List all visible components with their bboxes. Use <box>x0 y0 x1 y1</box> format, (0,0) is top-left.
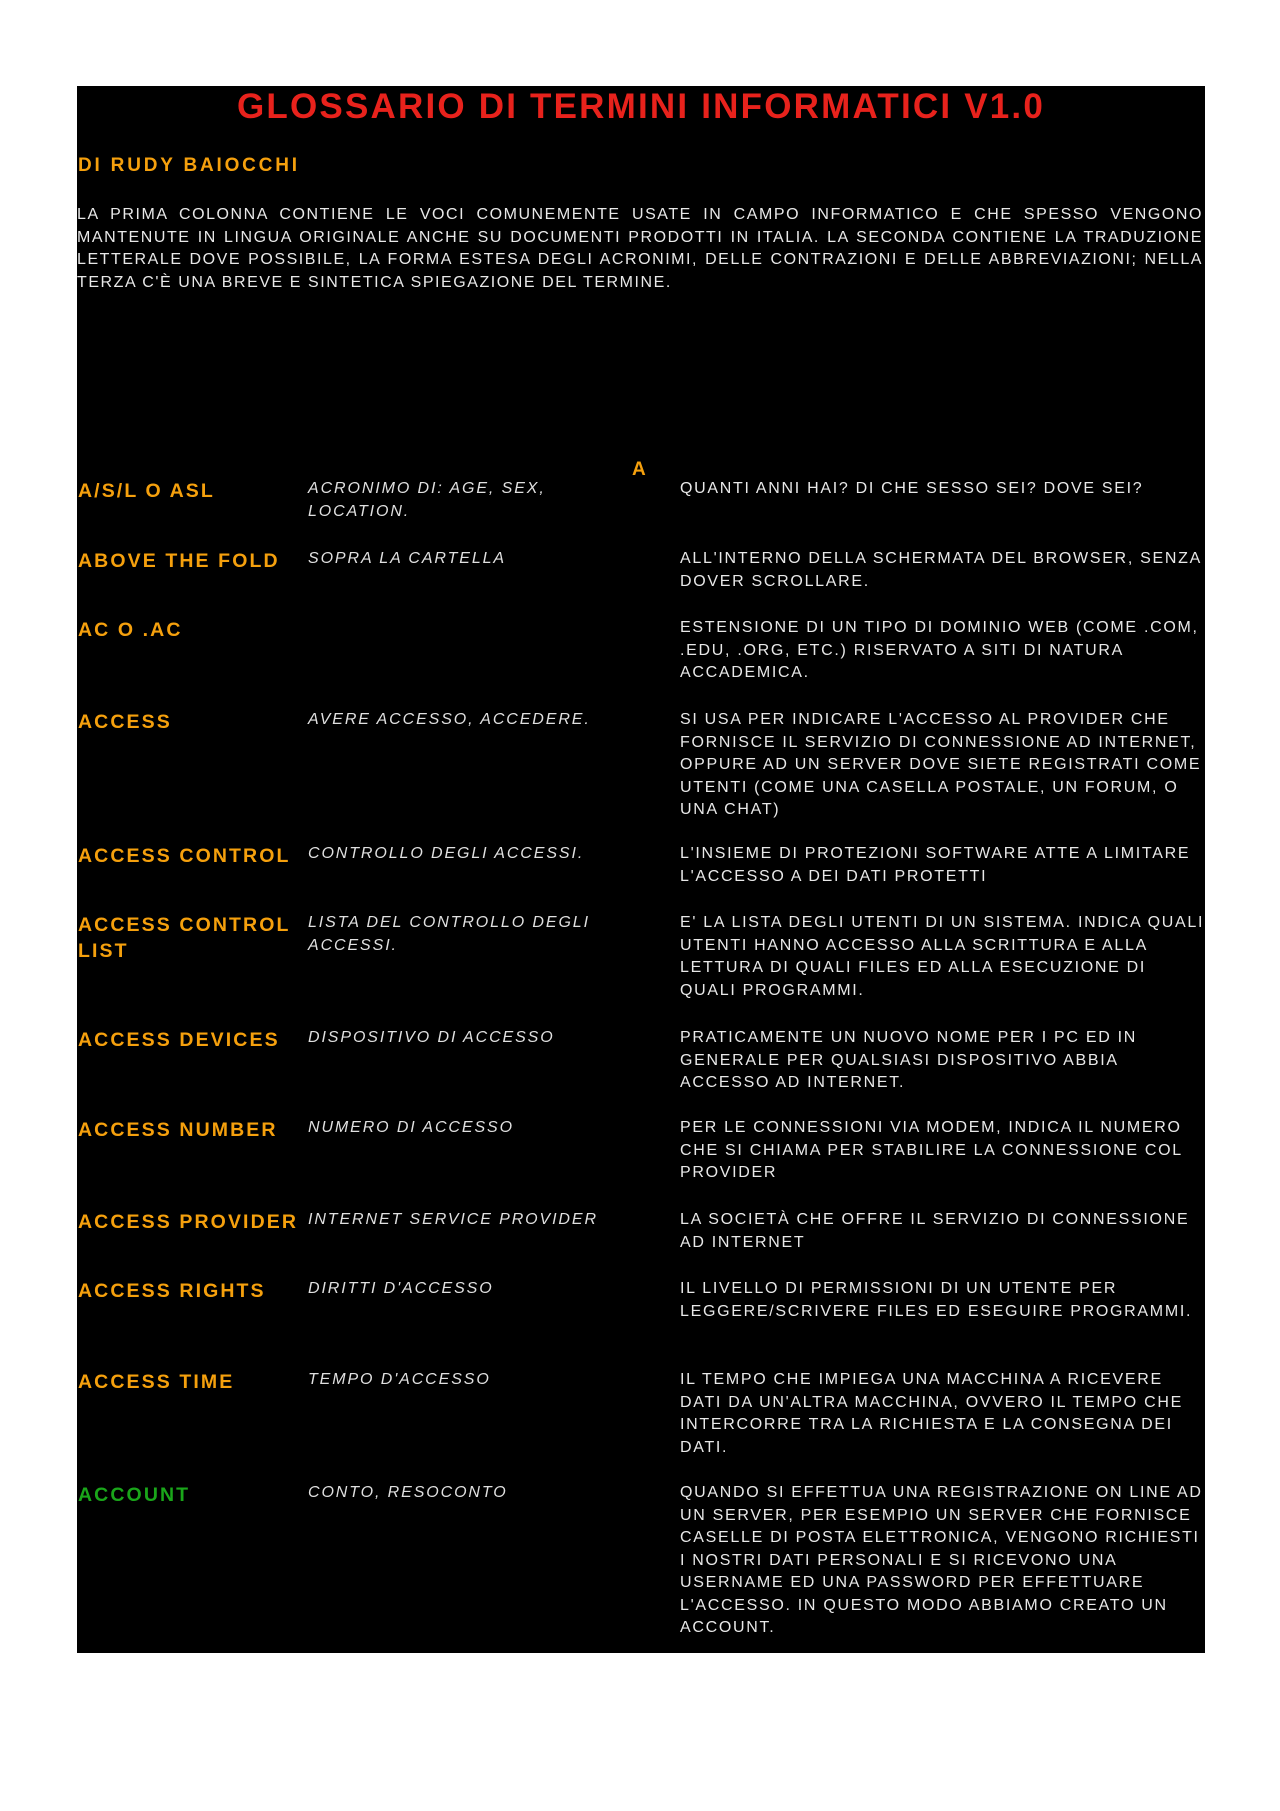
entry-definition: QUANDO SI EFFETTUA UNA REGISTRAZIONE ON LINE AD UN SERVER, PER ESEMPIO UN SERVER CHE FORNISCE CASELLE DI POSTA ELETTRONICA, VENGONO RICHIESTI I NOSTRI DATI PERSONALI E SI RICEVONO UNA USERNAME ED UNA PASSWORD PER EFFETTUARE L'ACCESSO. IN QUESTO MODO ABBIAMO CREATO UN ACCOUNT. <box>680 1484 1203 1636</box>
entry-translation: ACRONIMO DI: AGE, SEX, LOCATION. <box>308 480 546 520</box>
entry-translation: DISPOSITIVO DI ACCESSO <box>308 1029 555 1046</box>
entry-translation: NUMERO DI ACCESSO <box>308 1119 514 1136</box>
entry-definition: LA SOCIETÀ CHE OFFRE IL SERVIZIO DI CONNESSIONE AD INTERNET <box>680 1211 1190 1251</box>
entry-definition: ESTENSIONE DI UN TIPO DI DOMINIO WEB (COME .COM, .EDU, .ORG, ETC.) RISERVATO A SITI DI NATURA ACCADEMICA. <box>680 619 1199 681</box>
author-line: DI RUDY BAIOCCHI <box>78 155 300 176</box>
entry-term: ACCESS RIGHTS <box>78 1280 266 1302</box>
glossary-sheet <box>77 86 1205 1653</box>
entry-definition: PRATICAMENTE UN NUOVO NOME PER I PC ED IN GENERALE PER QUALSIASI DISPOSITIVO ABBIA ACCESSO AD INTERNET. <box>680 1029 1137 1091</box>
entry-definition: QUANTI ANNI HAI? DI CHE SESSO SEI? DOVE SEI? <box>680 480 1144 497</box>
section-letter: A <box>632 459 646 480</box>
entry-definition: PER LE CONNESSIONI VIA MODEM, INDICA IL NUMERO CHE SI CHIAMA PER STABILIRE LA CONNESSIONE COL PROVIDER <box>680 1119 1183 1181</box>
entry-translation: AVERE ACCESSO, ACCEDERE. <box>308 711 591 728</box>
entry-translation: SOPRA LA CARTELLA <box>308 550 506 567</box>
entry-term: ACCOUNT <box>78 1484 191 1506</box>
document-title: GLOSSARIO DI TERMINI INFORMATICI V1.0 <box>236 87 1045 126</box>
entry-translation: INTERNET SERVICE PROVIDER <box>308 1211 598 1228</box>
entry-definition: E' LA LISTA DEGLI UTENTI DI UN SISTEMA. INDICA QUALI UTENTI HANNO ACCESSO ALLA SCRITTURA E ALLA LETTURA DI QUALI FILES ED ALLA ESECUZIONE DI QUALI PROGRAMMI. <box>680 914 1205 999</box>
entry-definition: SI USA PER INDICARE L'ACCESSO AL PROVIDER CHE FORNISCE IL SERVIZIO DI CONNESSIONE AD INTERNET, OPPURE AD UN SERVER DOVE SIETE REGISTRATI COME UTENTI (COME UNA CASELLA POSTALE, UN FORUM, O UNA CHAT) <box>680 711 1202 818</box>
entry-term: ACCESS CONTROL LIST <box>78 914 298 962</box>
entry-term: ABOVE THE FOLD <box>78 550 280 572</box>
entry-term: ACCESS <box>78 711 172 733</box>
entry-translation: DIRITTI D'ACCESSO <box>308 1280 494 1297</box>
entry-translation: CONTO, RESOCONTO <box>308 1484 508 1501</box>
entry-definition: L'INSIEME DI PROTEZIONI SOFTWARE ATTE A LIMITARE L'ACCESSO A DEI DATI PROTETTI <box>680 845 1191 885</box>
entry-term: ACCESS TIME <box>78 1371 235 1393</box>
entry-definition: IL LIVELLO DI PERMISSIONI DI UN UTENTE PER LEGGERE/SCRIVERE FILES ED ESEGUIRE PROGRAMMI. <box>680 1280 1193 1320</box>
entry-definition: IL TEMPO CHE IMPIEGA UNA MACCHINA A RICEVERE DATI DA UN'ALTRA MACCHINA, OVVERO IL TEMPO CHE INTERCORRE TRA LA RICHIESTA E LA CONSEGNA DEI DATI. <box>680 1371 1183 1456</box>
entry-term: ACCESS PROVIDER <box>78 1211 299 1233</box>
entry-translation: CONTROLLO DEGLI ACCESSI. <box>308 845 585 862</box>
entry-term: A/S/L O ASL <box>78 480 215 502</box>
entry-definition: ALL'INTERNO DELLA SCHERMATA DEL BROWSER, SENZA DOVER SCROLLARE. <box>680 550 1202 590</box>
entry-translation: TEMPO D'ACCESSO <box>308 1371 491 1388</box>
entry-translation: LISTA DEL CONTROLLO DEGLI ACCESSI. <box>308 914 590 954</box>
entry-term: ACCESS DEVICES <box>78 1029 280 1051</box>
entry-term: ACCESS CONTROL <box>78 845 291 867</box>
intro-paragraph: LA PRIMA COLONNA CONTIENE LE VOCI COMUNEMENTE USATE IN CAMPO INFORMATICO E CHE SPESSO VENGONO MANTENUTE IN LINGUA ORIGINALE ANCHE SU DOCUMENTI PRODOTTI IN ITALIA. LA SECONDA CONTIENE LA TRADUZIONE LETTERALE DOVE POSSIBILE, LA FORMA ESTESA DEGLI ACRONIMI, DELLE CONTRAZIONI E DELLE ABBREVIAZIONI; NELLA TERZA C'È UNA BREVE E SINTETICA SPIEGAZIONE DEL TERMINE. <box>77 206 1203 291</box>
entry-term: AC O .AC <box>78 619 183 641</box>
entry-term: ACCESS NUMBER <box>78 1119 278 1141</box>
